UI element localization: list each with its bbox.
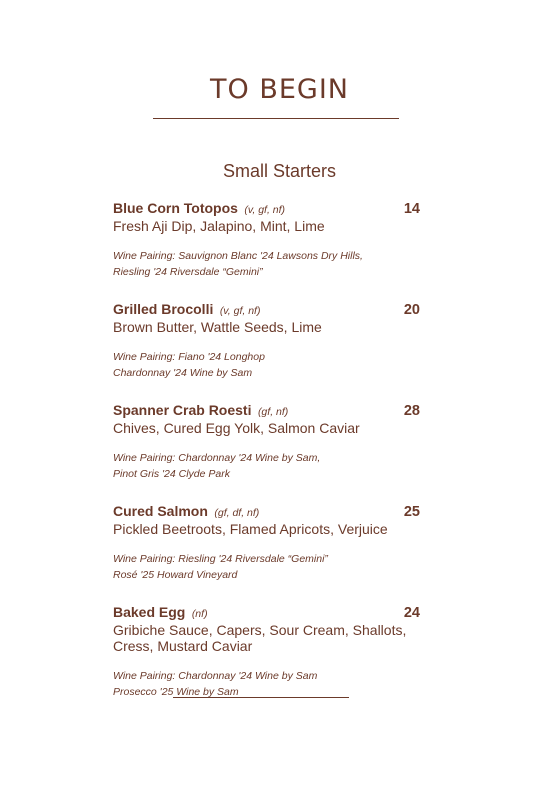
- dietary-tags: (gf, nf): [257, 406, 289, 418]
- dietary-tags: (v, gf, nf): [219, 305, 261, 317]
- item-description: Gribiche Sauce, Capers, Sour Cream, Shallots, Cress, Mustard Caviar: [113, 622, 407, 654]
- pairing-line: Wine Pairing: Fiano '24 Longhop: [113, 351, 265, 363]
- item-title: [113, 301, 260, 319]
- wine-pairing: [113, 349, 420, 381]
- menu-item: [113, 503, 420, 583]
- wine-pairing: [113, 668, 420, 700]
- item-name: Spanner Crab Roesti: [113, 402, 252, 418]
- item-price: 25: [403, 504, 420, 520]
- item-price: 28: [403, 403, 420, 419]
- page-title: TO BEGIN: [210, 74, 349, 105]
- item-name: Cured Salmon: [113, 503, 208, 519]
- pairing-line: Wine Pairing: Chardonnay '24 Wine by Sam: [113, 670, 318, 682]
- menu-list: [113, 200, 420, 721]
- section-title: Small Starters: [222, 161, 337, 181]
- pairing-line: Pinot Gris '24 Clyde Park: [113, 468, 230, 480]
- menu-item: [113, 301, 420, 381]
- item-header: [113, 402, 420, 420]
- wine-pairing: [113, 551, 420, 583]
- dietary-tags: (gf, df, nf): [214, 507, 260, 519]
- title-divider: [153, 118, 399, 119]
- item-description: Chives, Cured Egg Yolk, Salmon Caviar: [113, 420, 360, 436]
- wine-pairing: [113, 450, 420, 482]
- menu-item: [113, 604, 420, 700]
- pairing-line: Wine Pairing: Sauvignon Blanc '24 Lawsons Dry Hills,: [113, 250, 363, 262]
- item-title: [113, 200, 285, 218]
- item-description: Fresh Aji Dip, Jalapino, Mint, Lime: [113, 218, 325, 234]
- bottom-divider: [173, 697, 349, 698]
- item-header: [113, 200, 420, 218]
- item-header: [113, 503, 420, 521]
- dietary-tags: (nf): [191, 608, 208, 620]
- item-header: [113, 604, 420, 622]
- pairing-line: Riesling '24 Riversdale “Gemini”: [113, 266, 263, 278]
- pairing-line: Chardonnay '24 Wine by Sam: [113, 367, 253, 379]
- item-name: Baked Egg: [113, 604, 186, 620]
- item-header: [113, 301, 420, 319]
- item-title: [113, 604, 208, 622]
- item-description: Pickled Beetroots, Flamed Apricots, Verjuice: [113, 521, 388, 537]
- pairing-line: Rosé '25 Howard Vineyard: [113, 569, 238, 581]
- item-name: Grilled Brocolli: [113, 301, 214, 317]
- pairing-line: Prosecco '25 Wine by Sam: [113, 686, 239, 698]
- item-price: 14: [403, 201, 420, 217]
- item-title: [113, 503, 259, 521]
- item-description: Brown Butter, Wattle Seeds, Lime: [113, 319, 322, 335]
- item-price: 20: [403, 302, 420, 318]
- item-price: 24: [403, 605, 420, 621]
- wine-pairing: [113, 248, 420, 280]
- menu-item: [113, 402, 420, 482]
- item-name: Blue Corn Totopos: [113, 200, 238, 216]
- item-title: [113, 402, 288, 420]
- menu-item: [113, 200, 420, 280]
- pairing-line: Wine Pairing: Riesling '24 Riversdale “Gemini”: [113, 553, 328, 565]
- pairing-line: Wine Pairing: Chardonnay '24 Wine by Sam,: [113, 452, 321, 464]
- dietary-tags: (v, gf, nf): [244, 204, 286, 216]
